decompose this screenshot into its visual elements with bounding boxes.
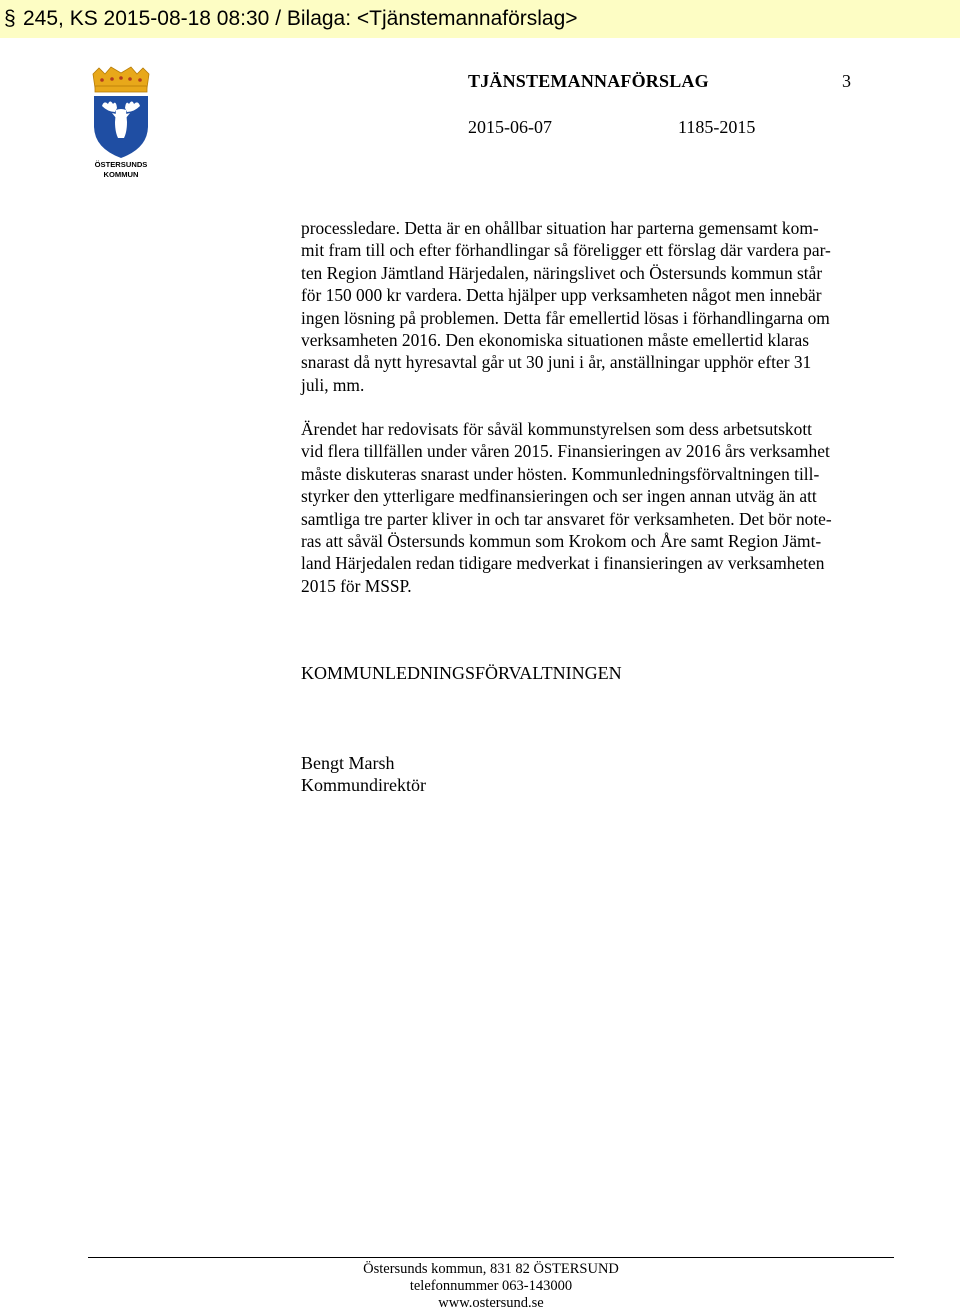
text-line: processledare. Detta är en ohållbar situation har parterna gemensamt kom-	[301, 218, 819, 238]
logo-text-line2: KOMMUN	[103, 170, 139, 179]
text-line: ras att såväl Östersunds kommun som Krokom och Åre samt Region Jämt-	[301, 530, 822, 551]
text-line: land Härjedalen redan tidigare medverkat i finansieringen av verksamheten	[301, 553, 825, 574]
signatory-name: Bengt Marsh	[301, 753, 395, 773]
department-name: KOMMUNLEDNINGSFÖRVALTNINGEN	[301, 663, 622, 683]
paragraph-2	[301, 418, 901, 597]
page-footer	[88, 1261, 894, 1312]
ostersund-coat-of-arms-logo	[88, 66, 154, 182]
signatory-role: Kommundirektör	[301, 775, 426, 796]
text-line: 2015 för MSSP.	[301, 575, 412, 596]
text-line: mit fram till och efter förhandlingar så föreligger ett förslag där vardera par-	[301, 240, 831, 261]
footer-divider	[88, 1257, 894, 1258]
text-line: juli, mm.	[301, 374, 365, 395]
footer-address: Östersunds kommun, 831 82 ÖSTERSUND	[363, 1261, 619, 1277]
text-line: samtliga tre parter kliver in och tar ansvaret för verksamheten. Det bör note-	[301, 508, 832, 529]
text-line: verksamheten 2016. Den ekonomiska situationen måste emellertid klaras	[301, 329, 810, 350]
paragraph-1	[301, 217, 901, 396]
text-line: ingen lösning på problemen. Detta får emellertid lösas i förhandlingarna om	[301, 307, 830, 328]
text-line: styrker den ytterligare medfinansieringen och ser ingen annan utväg än att	[301, 486, 817, 507]
document-date: 2015-06-07	[468, 117, 552, 137]
text-line: ten Region Jämtland Härjedalen, näringslivet och Östersunds kommun står	[301, 262, 823, 283]
case-number: 1185-2015	[678, 117, 756, 137]
section-symbol: §	[4, 7, 16, 30]
text-line: för 150 000 kr vardera. Detta hjälper upp verksamheten något men innebär	[301, 285, 822, 306]
document-type-title: TJÄNSTEMANNAFÖRSLAG	[468, 71, 709, 91]
footer-website-link[interactable]: www.ostersund.se	[438, 1295, 544, 1311]
signature-block	[301, 752, 426, 797]
text-line: Ärendet har redovisats för såväl kommunstyrelsen som dess arbetsutskott	[301, 419, 812, 439]
document-banner	[0, 0, 960, 38]
text-line: snarast då nytt hyresavtal går ut 30 juni i år, anställningar upphör efter 31	[301, 352, 812, 373]
text-line: vid flera tillfällen under våren 2015. Finansieringen av 2016 års verksamhet	[301, 441, 830, 462]
logo-text-line1: ÖSTERSUNDS	[94, 160, 148, 169]
banner-text: 245, KS 2015-08-18 08:30 / Bilaga: <Tjänstemannaförslag>	[23, 7, 578, 30]
page-number: 3	[842, 71, 851, 91]
text-line: måste diskuteras snarast under hösten. Kommunledningsförvaltningen till-	[301, 463, 820, 484]
footer-phone: telefonnummer 063-143000	[409, 1278, 573, 1294]
